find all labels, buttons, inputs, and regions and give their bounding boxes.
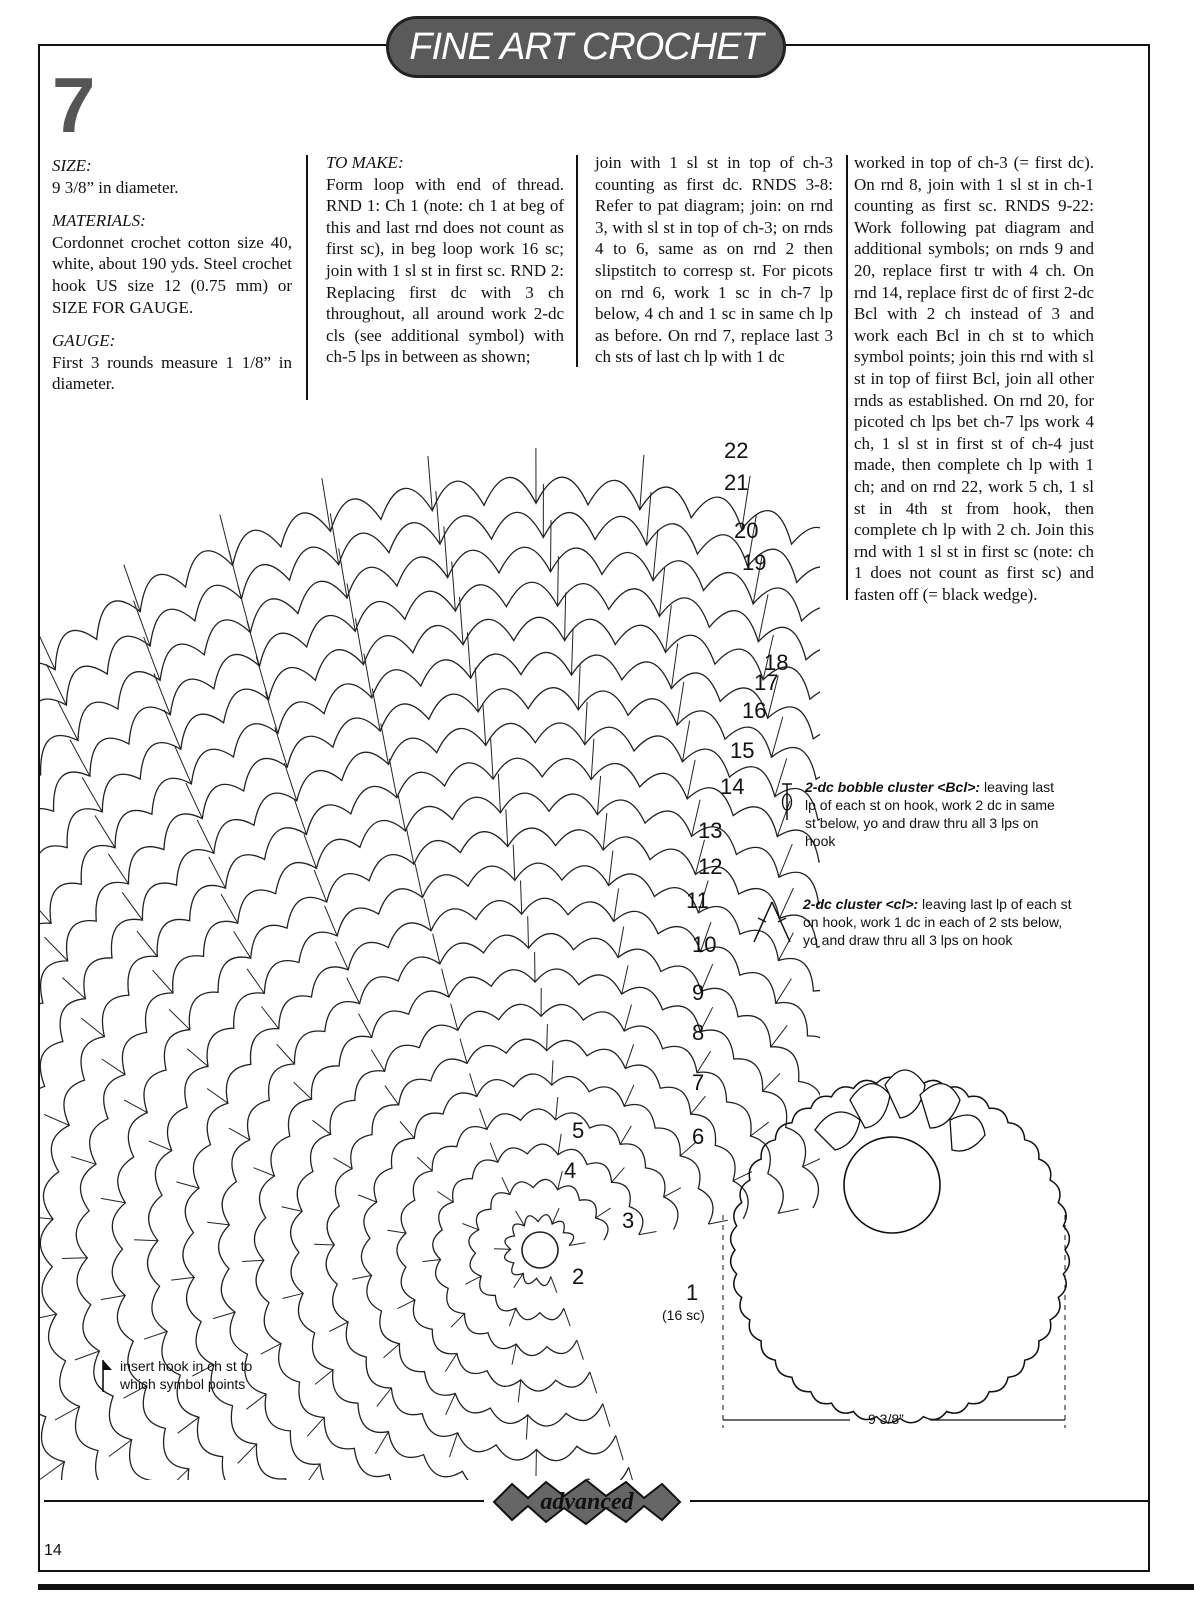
- stitch-mark: [691, 1096, 706, 1114]
- round-label-7: 7: [692, 1070, 705, 1095]
- stitch-mark: [639, 1232, 657, 1235]
- stitch-mark: [444, 526, 448, 577]
- instructions-column-1: [326, 152, 564, 368]
- stitch-mark: [325, 906, 338, 936]
- round-label-21: 21: [724, 470, 749, 495]
- round-label-10: 10: [692, 932, 717, 957]
- stitch-mark: [246, 1394, 266, 1409]
- stitch-mark: [470, 1074, 477, 1097]
- stitch-mark: [95, 816, 115, 848]
- stitch-mark: [187, 1049, 208, 1067]
- stitch-mark: [578, 665, 580, 709]
- cluster-symbol-icon: [752, 898, 792, 944]
- cluster-legend: [803, 895, 1078, 949]
- stitch-mark: [109, 1440, 132, 1457]
- materials-text: Cordonnet crochet cotton size 40, white, about 190 yds. Steel crochet hook US size 12 (0.75 mm) or SIZE FOR GAUGE.: [52, 232, 292, 317]
- stitch-mark: [171, 1277, 194, 1280]
- stitch-mark: [438, 1192, 454, 1203]
- stitch-mark: [144, 637, 160, 680]
- stitch-mark: [261, 1344, 281, 1355]
- skill-level-badge: [488, 1476, 686, 1528]
- stitch-mark: [475, 668, 478, 712]
- stitch-mark: [307, 1417, 324, 1436]
- footer-rule-right: [690, 1500, 1150, 1502]
- gauge-heading: GAUGE:: [52, 331, 116, 351]
- stitch-mark: [294, 1082, 312, 1099]
- stitch-mark: [314, 870, 327, 902]
- stitch-mark: [528, 916, 529, 948]
- stitch-mark: [513, 845, 515, 880]
- stitch-mark: [209, 857, 226, 888]
- stitch-mark: [451, 1004, 458, 1031]
- stitch-mark: [186, 783, 203, 819]
- stitch-mark: [400, 1122, 414, 1139]
- bobble-legend: [805, 778, 1065, 850]
- stitch-mark: [81, 1018, 104, 1037]
- stitch-mark: [671, 643, 677, 688]
- chart-round-20: [40, 547, 820, 1480]
- banner-title: FINE ART CROCHET: [409, 25, 763, 68]
- column-rule: [576, 155, 578, 367]
- bobble-cluster-symbol-icon: [780, 782, 794, 822]
- round-label-1: 1: [686, 1280, 699, 1305]
- round-label-9: 9: [692, 980, 705, 1005]
- stitch-mark: [417, 1157, 432, 1171]
- stitch-mark: [423, 1260, 441, 1262]
- stitch-mark: [490, 1143, 498, 1162]
- section-banner: [386, 16, 786, 78]
- stitch-mark: [58, 702, 78, 741]
- stitch-mark: [624, 1085, 634, 1107]
- stitch-mark: [197, 820, 214, 853]
- stitch-mark: [70, 740, 90, 777]
- stitch-mark: [387, 1230, 406, 1233]
- stitch-mark: [314, 1244, 334, 1245]
- stitch-mark: [446, 1394, 456, 1415]
- stitch-mark: [556, 1097, 558, 1120]
- stitch-mark: [612, 1168, 625, 1183]
- stitch-mark: [603, 813, 607, 850]
- stitch-mark: [347, 978, 360, 1004]
- bobble-legend-name: 2-dc bobble cluster <Bcl>:: [805, 779, 981, 795]
- instructions-column-3: [854, 152, 1094, 605]
- chart-round-5: [361, 1074, 713, 1426]
- insert-hook-legend: insert hook in ch st to which symbol points: [120, 1358, 253, 1392]
- stitch-mark: [315, 1370, 333, 1385]
- stitch-mark: [415, 864, 422, 898]
- stitch-mark: [491, 738, 494, 779]
- stitch-mark: [220, 515, 233, 566]
- center-ring: [522, 1232, 558, 1268]
- round-label-5: 5: [572, 1118, 585, 1143]
- instructions-text-2: join with 1 sl st in top of ch-3 counting as first dc. RNDS 3-8: Refer to pat diagram; join: on rnd 3, with sl st in top of ch-3; on rnds 4 to 6, same as on rnd 2 then slipstitch to corresp st. For picots on rnd 6, work 1 sc in ch-7 lp below, 4 ch and 1 sc in same ch lp as before. On rnd 7, replace last 3 ch sts of last ch lp with 1 dc: [595, 153, 833, 367]
- column-rule: [306, 155, 308, 400]
- pattern-number: 7: [52, 61, 96, 149]
- stitch-mark: [334, 1158, 353, 1169]
- footer-rule-left: [44, 1500, 484, 1502]
- round-label-20: 20: [734, 518, 759, 543]
- stitch-mark: [124, 565, 140, 612]
- stitch-mark: [247, 969, 264, 994]
- stitch-mark: [134, 1240, 158, 1241]
- round-label-14: 14: [720, 774, 745, 799]
- stitch-mark: [169, 1009, 190, 1029]
- stitch-mark: [261, 1007, 278, 1029]
- instructions-text-1: Form loop with end of thread. RND 1: Ch 1 (note: ch 1 at beg of this and last rnd does not count as first sc), in beg loop work 16 sc; join with 1 sl st in first sc. RND 2: Replacing first dc with 3 ch throughout, all around work 2-dc cls (see additional symbol) with ch-5 lps in between as shown;: [326, 174, 564, 367]
- round-label-8: 8: [692, 1020, 705, 1045]
- size-heading: SIZE:: [52, 156, 92, 175]
- stitch-mark: [460, 1039, 467, 1064]
- round-label-4: 4: [564, 1158, 577, 1183]
- stitch-mark: [558, 1134, 561, 1155]
- stitch-mark: [565, 593, 566, 641]
- stitch-mark: [596, 1208, 611, 1218]
- stitch-mark: [384, 1344, 400, 1358]
- stitch-mark: [282, 1207, 303, 1212]
- stitch-mark: [433, 934, 440, 964]
- stitch-mark: [234, 931, 251, 958]
- stitch-mark: [213, 1312, 235, 1319]
- stitch-mark: [512, 1344, 516, 1365]
- stitch-mark: [102, 1059, 125, 1075]
- round-label-3: 3: [622, 1208, 635, 1233]
- stitch-mark: [82, 777, 102, 812]
- instructions-text-3: worked in top of ch-3 (= first dc). On rnd 8, join with 1 sl st in ch-1 counting as first sc. RNDS 9-22: Work following pat diagram and additional symbols; on rnds 9 and 20, replace first tr with 4 ch. On rnd 14, replace first dc of first 2-dc Bcl with 2 ch instead of 3 and work each Bcl in ch st to which symbol points; join this rnd with sl st in top of fiirst Bcl, join all other rnds as established. On rnd 20, for picoted ch lps bet ch-7 lps work 4 ch, 1 sl st in first st of ch-4 just made, then complete ch lp with 1 ch; and on rnd 22, work 5 ch, 1 sl st in 4th st from hook, then complete ch lp with 2 ch. Join this rnd with 1 sl st in first sc (note: ch 1 does not count as first sc) and fasten off (= black wedge).: [854, 153, 1094, 604]
- round-label-2: 2: [572, 1264, 585, 1289]
- stitch-mark: [558, 556, 559, 606]
- round-label-19: 19: [742, 550, 767, 575]
- cluster-legend-name: 2-dc cluster <cl>:: [803, 896, 919, 912]
- stitch-mark: [45, 937, 68, 961]
- stitch-mark: [256, 656, 268, 699]
- stitch-mark: [122, 892, 142, 920]
- round-label-16: 16: [742, 698, 767, 723]
- materials-heading: MATERIALS:: [52, 211, 146, 231]
- stitch-mark: [108, 854, 128, 884]
- stitch-mark: [254, 1168, 275, 1176]
- stitch-mark: [329, 1322, 348, 1332]
- stitch-mark: [358, 1195, 377, 1202]
- stitch-mark: [547, 1024, 548, 1051]
- stitch-mark: [207, 1089, 228, 1104]
- page-number: 14: [44, 1542, 62, 1559]
- stitch-mark: [551, 1277, 557, 1293]
- stitch-mark: [101, 1295, 125, 1299]
- stitch-mark: [40, 1462, 64, 1480]
- round1-note: (16 sc): [662, 1307, 705, 1323]
- stitch-mark: [62, 978, 85, 999]
- bottom-rule: [38, 1584, 1194, 1590]
- stitch-mark: [483, 703, 486, 745]
- size-text: 9 3/8” in diameter.: [52, 177, 179, 197]
- stitch-mark: [375, 1432, 388, 1454]
- stitch-mark: [335, 942, 348, 970]
- stitch-mark: [428, 456, 432, 511]
- stitch-mark: [178, 1417, 199, 1433]
- stitch-mark: [176, 1182, 199, 1188]
- bobble-legend-text: leaving last lp of each st on hook, work 2 dc in same st below, yo and draw thru all 3 lps on hook: [805, 779, 1055, 849]
- skill-level-text: advanced: [540, 1489, 634, 1515]
- stitch-mark: [283, 1293, 304, 1298]
- stitch-mark: [640, 455, 644, 510]
- stitch-mark: [445, 1354, 457, 1372]
- stitch-mark: [467, 632, 470, 678]
- round-label-12: 12: [698, 854, 723, 879]
- schematic-outline: [731, 1077, 1070, 1423]
- chart-round-6: [326, 1039, 748, 1460]
- stitch-mark: [521, 881, 522, 915]
- stitch-mark: [564, 1308, 570, 1326]
- chart-round-1: [505, 1215, 574, 1286]
- stitch-mark: [616, 1436, 623, 1461]
- insert-hook-arrow-icon: [100, 1358, 114, 1394]
- stitch-mark: [371, 1050, 385, 1072]
- stitch-mark: [377, 1388, 392, 1406]
- stitch-mark: [577, 1340, 584, 1360]
- stitch-mark: [62, 1258, 87, 1259]
- instructions-column-2: [595, 152, 833, 368]
- stitch-mark: [653, 530, 658, 581]
- stitch-mark: [144, 1331, 167, 1339]
- stitch-mark: [664, 1188, 681, 1197]
- stitch-mark: [312, 1120, 330, 1134]
- stitch-mark: [137, 931, 157, 956]
- stitch-mark: [620, 1126, 631, 1144]
- stitch-mark: [153, 970, 174, 993]
- stitch-mark: [614, 888, 619, 921]
- gauge-text: First 3 rounds measure 1 1/8” in diameter.: [52, 352, 292, 394]
- stitch-mark: [450, 1433, 458, 1457]
- stitch-mark: [101, 1198, 125, 1202]
- stitch-mark: [526, 1415, 527, 1440]
- stitch-mark: [625, 1044, 633, 1068]
- column-rule: [846, 155, 848, 600]
- stitch-mark: [666, 605, 672, 652]
- round-label-18: 18: [764, 650, 789, 675]
- stitch-mark: [277, 1044, 295, 1064]
- stitch-mark: [518, 1380, 521, 1403]
- stitch-mark: [498, 774, 500, 813]
- round-label-17: 17: [754, 670, 779, 695]
- stitch-mark: [221, 894, 238, 923]
- stitch-mark: [466, 1276, 482, 1284]
- chart-round-17: [40, 652, 820, 1480]
- chart-round-4: [397, 1109, 678, 1391]
- chart-round-2: [469, 1179, 608, 1319]
- stitch-mark: [603, 1404, 610, 1427]
- stitch-mark: [359, 1014, 372, 1038]
- stitch-mark: [424, 899, 431, 931]
- stitch-mark: [591, 739, 594, 780]
- schematic-diameter-label: 9 3/8”: [868, 1411, 904, 1427]
- stitch-mark: [514, 1273, 524, 1287]
- stitch-mark: [480, 1108, 487, 1129]
- round-label-13: 13: [698, 818, 723, 843]
- stitch-mark: [134, 601, 151, 646]
- stitch-mark: [451, 1314, 465, 1328]
- stitch-mark: [460, 597, 464, 645]
- stitch-mark: [385, 1086, 399, 1105]
- stitch-mark: [238, 1444, 257, 1463]
- stitch-mark: [590, 1372, 597, 1393]
- stitch-mark: [551, 520, 552, 572]
- stitch-mark: [585, 702, 587, 745]
- stitch-mark: [597, 776, 600, 815]
- round-label-15: 15: [730, 738, 755, 763]
- stitch-mark: [124, 1100, 147, 1113]
- cluster-legend-text: leaving last lp of each st on hook, work 1 dc in each of 2 sts below, yo and draw thru all 3 lps on hook: [803, 896, 1072, 948]
- stitch-mark: [242, 1260, 264, 1261]
- stitch-mark: [506, 809, 508, 846]
- stitch-mark: [168, 1469, 189, 1480]
- doily-schematic: [720, 1040, 1080, 1440]
- chart-round-3: [433, 1144, 643, 1355]
- chart-round-7: [291, 1004, 784, 1480]
- stitch-mark: [609, 851, 613, 886]
- stitch-mark: [502, 1177, 510, 1194]
- stitch-mark: [352, 1275, 371, 1279]
- stitch-mark: [622, 965, 628, 994]
- stitch-mark: [229, 1128, 250, 1140]
- stitch-mark: [40, 897, 51, 923]
- round-label-6: 6: [692, 1124, 705, 1149]
- stitch-mark: [552, 1060, 553, 1085]
- stitch-mark: [618, 927, 624, 958]
- stitch-mark: [659, 567, 664, 616]
- round-label-22: 22: [724, 438, 749, 463]
- to-make-heading: TO MAKE:: [326, 153, 404, 172]
- stitch-mark: [776, 979, 792, 1004]
- round-label-11: 11: [686, 888, 709, 913]
- stitch-mark: [398, 1300, 415, 1309]
- stitch-mark: [452, 562, 456, 612]
- stitch-mark: [494, 1249, 511, 1250]
- stitch-mark: [624, 1005, 631, 1032]
- stitch-mark: [572, 629, 574, 675]
- stitch-mark: [207, 1222, 229, 1225]
- stitch-mark: [442, 969, 449, 997]
- stitch-mark: [304, 1464, 320, 1480]
